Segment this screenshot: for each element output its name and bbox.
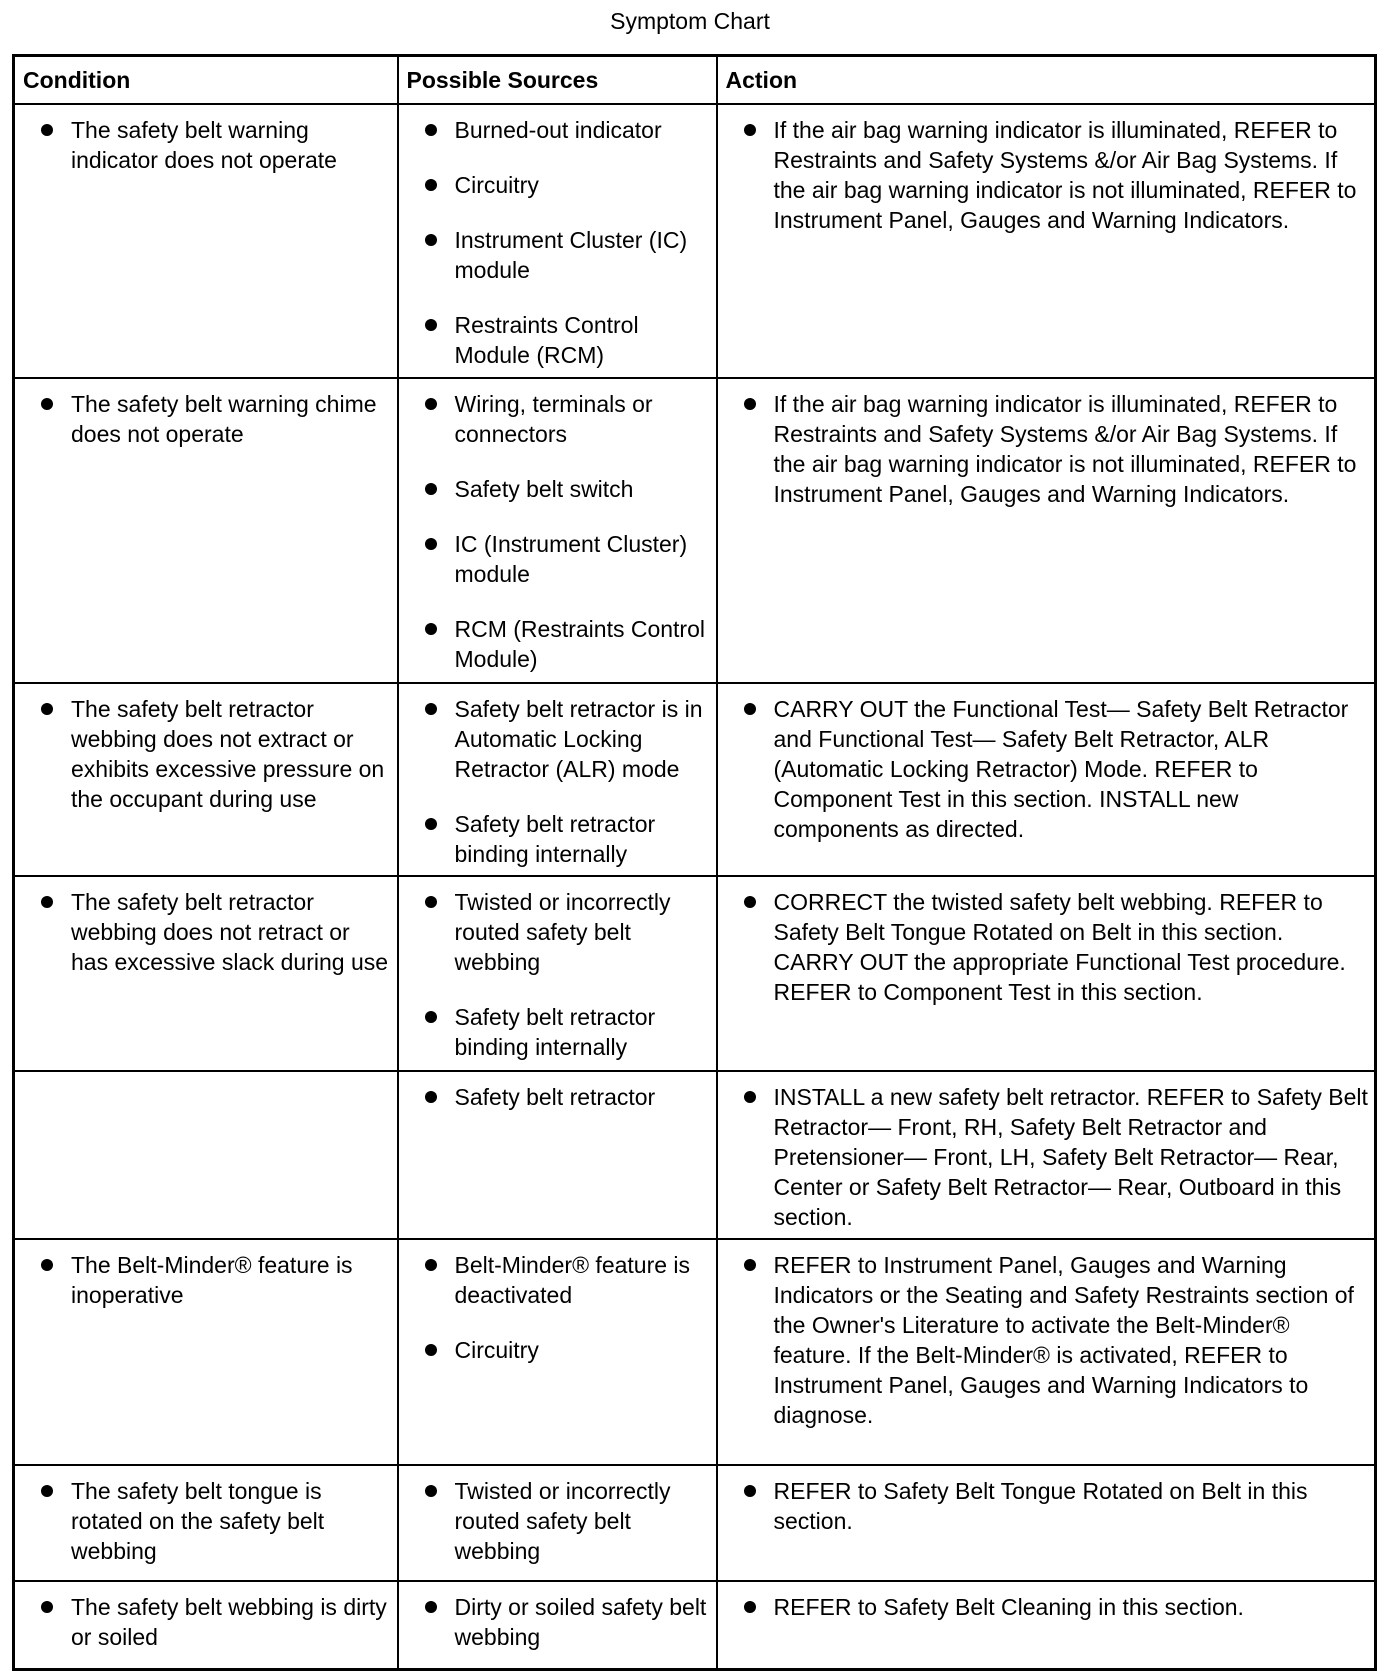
condition-cell — [14, 876, 398, 1071]
sources-cell — [398, 104, 717, 378]
bullet-item: CORRECT the twisted safety belt webbing. REFER to Safety Belt Tongue Rotated on Belt in this section. CARRY OUT the appropriate Functional Test procedure. REFER to Component Test in this section. — [742, 887, 1369, 1007]
header-condition: Condition — [14, 56, 398, 105]
bullet-item: The Belt-Minder® feature is inoperative — [39, 1250, 391, 1310]
bullet-item: CARRY OUT the Functional Test— Safety Belt Retractor and Functional Test— Safety Belt Retractor, ALR (Automatic Locking Retractor) Mode. REFER to Component Test in this section. INSTALL new components as directed. — [742, 694, 1369, 844]
bullet-item: REFER to Safety Belt Tongue Rotated on Belt in this section. — [742, 1476, 1369, 1536]
table-row — [14, 1581, 1376, 1670]
bullet-item: The safety belt tongue is rotated on the safety belt webbing — [39, 1476, 391, 1566]
action-cell — [717, 378, 1376, 683]
table-row — [14, 378, 1376, 683]
bullet-item: Safety belt retractor is in Automatic Locking Retractor (ALR) mode — [423, 694, 710, 784]
bullet-item: Circuitry — [423, 170, 710, 200]
condition-cell — [14, 1071, 398, 1239]
condition-cell — [14, 378, 398, 683]
table-row — [14, 1071, 1376, 1239]
bullet-item: The safety belt webbing is dirty or soiled — [39, 1592, 391, 1652]
bullet-item: Instrument Cluster (IC) module — [423, 225, 710, 285]
bullet-item: The safety belt retractor webbing does not extract or exhibits excessive pressure on the occupant during use — [39, 694, 391, 814]
condition-cell — [14, 683, 398, 876]
header-action: Action — [717, 56, 1376, 105]
header-possible-sources: Possible Sources — [398, 56, 717, 105]
sources-cell — [398, 1581, 717, 1670]
table-row — [14, 104, 1376, 378]
bullet-item: Twisted or incorrectly routed safety belt webbing — [423, 887, 710, 977]
sources-cell — [398, 1239, 717, 1465]
bullet-item: Twisted or incorrectly routed safety belt webbing — [423, 1476, 710, 1566]
bullet-item: RCM (Restraints Control Module) — [423, 614, 710, 674]
action-cell — [717, 1071, 1376, 1239]
bullet-item: IC (Instrument Cluster) module — [423, 529, 710, 589]
condition-cell — [14, 1239, 398, 1465]
table-row — [14, 1465, 1376, 1581]
bullet-item: Safety belt retractor — [423, 1082, 710, 1112]
condition-cell — [14, 1581, 398, 1670]
sources-cell — [398, 378, 717, 683]
bullet-item: REFER to Instrument Panel, Gauges and Warning Indicators or the Seating and Safety Restraints section of the Owner's Literature to activate the Belt-Minder® feature. If the Belt-Minder® is activated, REFER to Instrument Panel, Gauges and Warning Indicators to diagnose. — [742, 1250, 1369, 1430]
table-row — [14, 683, 1376, 876]
action-cell — [717, 1465, 1376, 1581]
action-cell — [717, 1581, 1376, 1670]
bullet-item: REFER to Safety Belt Cleaning in this section. — [742, 1592, 1369, 1622]
bullet-item: The safety belt retractor webbing does not retract or has excessive slack during use — [39, 887, 391, 977]
sources-cell — [398, 876, 717, 1071]
condition-cell — [14, 1465, 398, 1581]
sources-cell — [398, 1465, 717, 1581]
bullet-item: Wiring, terminals or connectors — [423, 389, 710, 449]
bullet-item: The safety belt warning indicator does not operate — [39, 115, 391, 175]
action-cell — [717, 683, 1376, 876]
bullet-item: Safety belt retractor binding internally — [423, 809, 710, 869]
bullet-item: Safety belt switch — [423, 474, 710, 504]
header-row — [14, 56, 1376, 105]
bullet-item: Circuitry — [423, 1335, 710, 1365]
action-cell — [717, 876, 1376, 1071]
bullet-item: Burned-out indicator — [423, 115, 710, 145]
sources-cell — [398, 683, 717, 876]
bullet-item: INSTALL a new safety belt retractor. REFER to Safety Belt Retractor— Front, RH, Safety Belt Retractor and Pretensioner— Front, LH, Safety Belt Retractor— Rear, Center or Safety Belt Retractor— Rear, Outboard in this section. — [742, 1082, 1369, 1232]
sources-cell — [398, 1071, 717, 1239]
bullet-item: Dirty or soiled safety belt webbing — [423, 1592, 710, 1652]
action-cell — [717, 1239, 1376, 1465]
symptom-table — [12, 54, 1377, 1671]
bullet-item: If the air bag warning indicator is illuminated, REFER to Restraints and Safety Systems &/or Air Bag Systems. If the air bag warning indicator is not illuminated, REFER to Instrument Panel, Gauges and Warning Indicators. — [742, 115, 1369, 235]
chart-title: Symptom Chart — [610, 8, 770, 34]
table-row — [14, 1239, 1376, 1465]
table-row — [14, 876, 1376, 1071]
bullet-item: Belt-Minder® feature is deactivated — [423, 1250, 710, 1310]
bullet-item: Safety belt retractor binding internally — [423, 1002, 710, 1062]
bullet-item: Restraints Control Module (RCM) — [423, 310, 710, 370]
bullet-item: The safety belt warning chime does not operate — [39, 389, 391, 449]
bullet-item: If the air bag warning indicator is illuminated, REFER to Restraints and Safety Systems &/or Air Bag Systems. If the air bag warning indicator is not illuminated, REFER to Instrument Panel, Gauges and Warning Indicators. — [742, 389, 1369, 509]
action-cell — [717, 104, 1376, 378]
condition-cell — [14, 104, 398, 378]
